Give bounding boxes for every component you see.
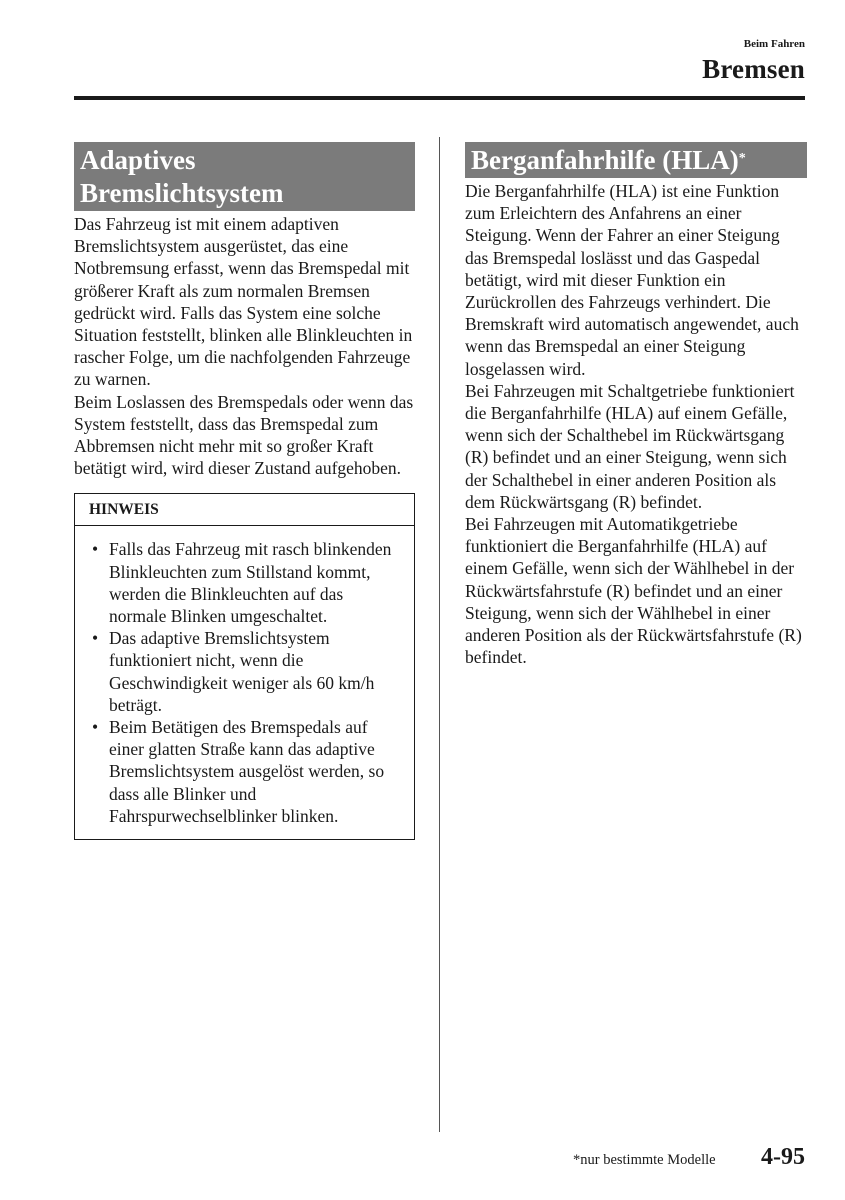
paragraph: Die Berganfahrhilfe (HLA) ist eine Funktion zum Erleichtern des Anfahrens an einer Steigung. Wenn der Fahrer an einer Steigung das Bremspedal loslässt und das Gaspedal betätigt, wird mit dieser Funktion ein Zurückrollen des Fahrzeugs verhindert. Die Bremskraft wird automatisch angewendet, auch wenn das Bremspedal an einer Steigung losgelassen wird.	[465, 181, 799, 379]
note-title: HINWEIS	[75, 494, 414, 526]
paragraph: Das Fahrzeug ist mit einem adaptiven Bremslichtsystem ausgerüstet, das eine Notbremsung erfasst, wenn das Bremspedal mit größerer Kraft als zum normalen Bremsen gedrückt wird. Falls das System eine solche Situation feststellt, blinken alle Blinkleuchten in rascher Folge, um die nachfolgenden Fahrzeuge zu warnen.	[74, 214, 413, 390]
section-heading-hill-launch-assist	[465, 142, 807, 178]
bullet-icon: •	[92, 717, 99, 738]
note-box	[74, 493, 415, 840]
note-item-text: Das adaptive Bremslichtsystem funktioniert nicht, wenn die Geschwindigkeit weniger als 60 km/h beträgt.	[109, 628, 375, 715]
note-item	[89, 627, 404, 716]
running-header-title: Bremsen	[702, 54, 805, 84]
note-item-text: Beim Betätigen des Bremspedals auf einer glatten Straße kann das adaptive Bremslichtsystem ausgelöst werden, so dass alle Blinker und Fahrspurwechselblinker blinken.	[109, 717, 385, 826]
column-divider	[439, 137, 440, 1132]
header-rule	[74, 96, 805, 100]
paragraph: Beim Loslassen des Bremspedals oder wenn das System feststellt, dass das Bremspedal zum Abbremsen nicht mehr mit so großer Kraft betätigt wird, wird dieser Zustand aufgehoben.	[74, 391, 414, 479]
section-heading-adaptive-brake-light	[74, 142, 415, 211]
note-list	[75, 526, 414, 839]
right-column	[465, 142, 807, 668]
left-column	[74, 142, 415, 840]
note-item	[89, 716, 404, 827]
paragraph: Bei Fahrzeugen mit Schaltgetriebe funktioniert die Berganfahrhilfe (HLA) auf einem Gefälle, wenn sich der Schalthebel im Rückwärtsgang (R) befindet und an einer Steigung, wenn sich der Schalthebel in einer anderen Position als dem Rückwärtsgang (R) befindet.	[465, 380, 795, 512]
model-availability-marker: *	[738, 151, 746, 166]
bullet-icon: •	[92, 628, 99, 649]
note-item-text: Falls das Fahrzeug mit rasch blinkenden Blinkleuchten zum Stillstand kommt, werden die Blinkleuchten auf das normale Blinken umgeschaltet.	[109, 539, 392, 627]
heading-text: Berganfahrhilfe (HLA)	[471, 145, 739, 175]
running-header-section: Beim Fahren	[743, 38, 805, 50]
note-item	[89, 538, 404, 627]
page-number: 4-95	[761, 1144, 805, 1170]
heading-line-1: Adaptives	[80, 145, 196, 175]
footer-footnote: *nur bestimmte Modelle	[573, 1152, 716, 1168]
heading-line-2: Bremslichtsystem	[80, 178, 284, 208]
bullet-icon: •	[92, 539, 99, 560]
paragraph: Bei Fahrzeugen mit Automatikgetriebe funktioniert die Berganfahrhilfe (HLA) auf einem Gefälle, wenn sich der Wählhebel in der Rückwärtsfahrstufe (R) befindet und an einer Steigung, wenn sich der Wählhebel in einer anderen Position als der Rückwärtsfahrstufe (R) befindet.	[465, 514, 802, 668]
